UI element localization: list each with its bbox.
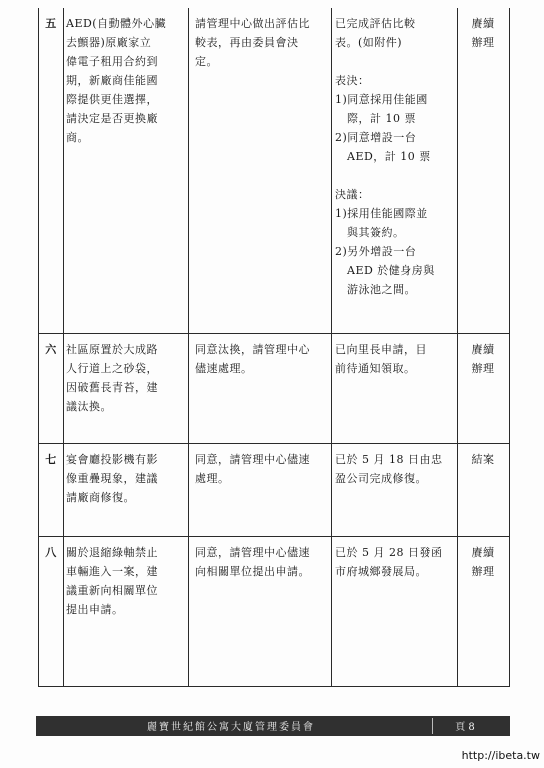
row-number: 七 [45,453,57,466]
table-row [39,536,509,687]
table-row [39,8,509,333]
result-text: 已向里長申請，目 前待通知領取。 [335,343,427,375]
decision-text: 同意，請管理中心儘速 向相關單位提出申請。 [195,546,310,578]
status-text: 結案 [471,453,495,466]
row-number: 五 [45,17,57,30]
result-text: 已於 5 月 28 日發函 市府城鄉發展局。 [335,546,443,578]
status-text: 賡續 辦理 [471,17,495,49]
decision-text: 同意，請管理中心儘速 處理。 [195,453,310,485]
decision-text: 請管理中心做出評估比 較表，再由委員會決定。 [195,17,310,68]
page-footer [36,716,510,736]
item-text: 關於退縮綠軸禁止 車輛進入一案，建 議重新向相關單位 提出申請。 [66,546,158,616]
result-text: 已於 5 月 18 日由忠 盈公司完成修復。 [335,453,443,485]
row-number: 六 [45,343,57,356]
page-number: 頁 8 [455,722,475,733]
table-row [39,333,509,444]
item-text: 宴會廳投影機有影 像重疊現象，建議 請廠商修復。 [66,453,158,504]
table-row [39,443,509,537]
minutes-table [38,8,510,687]
status-text: 賡續 辦理 [471,546,495,578]
decision-text: 同意汰換，請管理中心 儘速處理。 [195,343,310,375]
watermark-url: http://ibeta.tw [461,749,540,762]
footer-title: 麗寶世紀館公寓大廈管理委員會 [147,722,315,733]
item-text: 社區原置於大成路 人行道上之砂袋， 因破舊長青苔，建 議汰換。 [66,343,158,413]
status-text: 賡續 辦理 [471,343,495,375]
row-number: 八 [45,546,57,559]
result-text: 已完成評估比較 表。(如附件) 表決： 1)同意採用佳能國 際，計 10 票 2)同意增設一台 AED，計 10 票 決議： 1)採用佳能國際並 與其簽約。 2)另外增設一台 AED 於健身房與 游泳池之間。 [335,17,435,296]
item-text: AED(自動體外心臟 去顫器)原廠家立 偉電子租用合約到 期，新廠商佳能國 際提供更佳選擇， 請決定是否更換廠 商。 [66,17,167,144]
